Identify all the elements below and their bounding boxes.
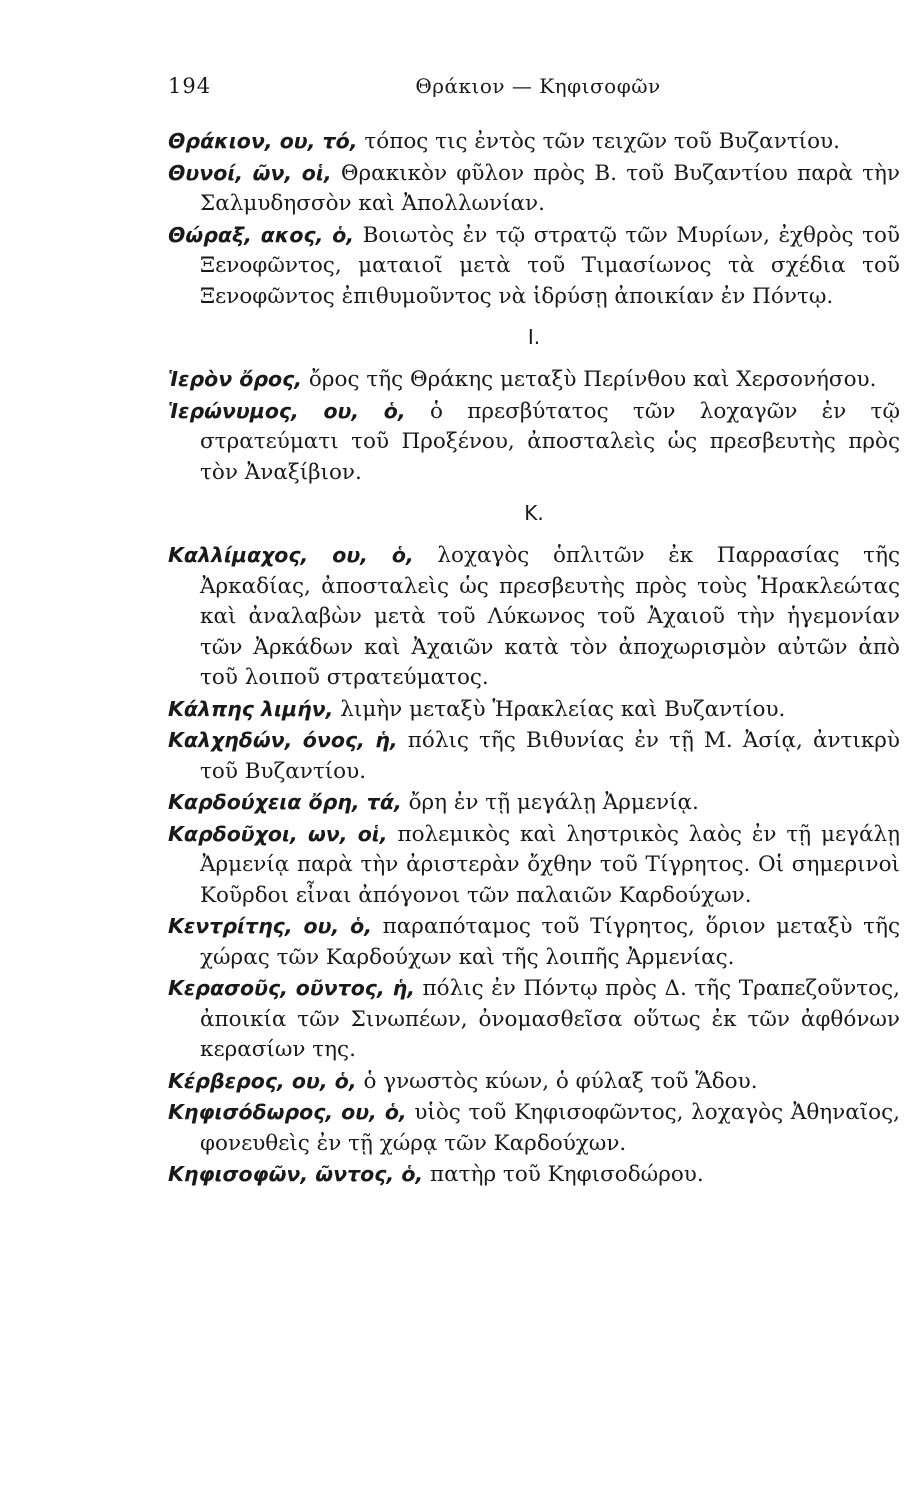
entry-definition: τόπος τις ἐντὸς τῶν τειχῶν τοῦ Βυζαντίου. [357,129,840,154]
entry-headword: Θυνοί, ῶν, οἱ, [168,160,332,185]
section-theta [168,126,900,312]
glossary-entry [168,1097,900,1159]
entry-definition: ὄρος τῆς Θράκης μεταξὺ Περίνθου καὶ Χερσονήσου. [302,367,877,392]
entry-headword: Κηφισόδωρος, ου, ὁ, [168,1100,407,1124]
glossary-entry [168,126,900,158]
entry-definition: Θρακικὸν φῦλον πρὸς Β. τοῦ Βυζαντίου παρὰ τὴν Σαλμυδησσὸν καὶ Ἀπολλωνίαν. [200,160,900,216]
entry-definition: πόλις τῆς Βιθυνίας ἐν τῇ Μ. Ἀσίᾳ, ἀντικρὺ τοῦ Βυζαντίου. [200,728,901,784]
entry-definition: πόλις ἐν Πόντῳ πρὸς Δ. τῆς Τραπεζοῦντος, ἀποικία τῶν Σινωπέων, ὀνομασθεῖσα οὕτως ἐκ τῶν ἀφθόνων κερασίων της. [200,976,900,1062]
glossary-entry [168,819,900,912]
section-letter-kappa: K. [524,501,544,525]
glossary-entry [168,540,900,694]
entry-headword: Κεντρίτης, ου, ὁ, [168,914,373,938]
entry-headword: Ἱερὸν ὄρος, [168,367,303,391]
entry-definition: παραπόταμος τοῦ Τίγρητος, ὅριον μεταξὺ τῆς χώρας τῶν Καρδούχων καὶ τῆς λοιπῆς Ἀρμενίας. [200,914,901,970]
entry-definition: πολεμικὸς καὶ ληστρικὸς λαὸς ἐν τῇ μεγάλῃ Ἀρμενίᾳ παρὰ τὴν ἀριστερὰν ὄχθην τοῦ Τίγρητος. Οἱ σημερινοὶ Κοῦρδοι εἶναι ἀπόγονοι τῶν παλαιῶν Καρδούχων. [200,821,900,908]
entry-headword: Καρδούχεια ὄρη, τά, [168,790,402,814]
entry-headword: Ἱερώνυμος, ου, ὁ, [168,398,406,423]
entry-definition: λοχαγὸς ὁπλιτῶν ἐκ Παρρασίας τῆς Ἀρκαδίας, ἀποσταλεὶς ὡς πρεσβευτὴς πρὸς τοὺς Ἡρακλεώτας καὶ ἀναλαβὼν μετὰ τοῦ Λύκωνος τοῦ Ἀχαιοῦ τὴν ἡγεμονίαν τῶν Ἀρκάδων καὶ Ἀχαιῶν κατὰ τὸν ἀποχωρισμὸν αὐτῶν ἀπὸ τοῦ λοιποῦ στρατεύματος. [200,543,900,690]
glossary-entry [168,787,900,819]
entry-headword: Καλλίμαχος, ου, ὁ, [168,543,414,567]
glossary-entry [168,725,900,787]
entry-definition: ὁ γνωστὸς κύων, ὁ φύλαξ τοῦ Ἅδου. [356,1068,758,1094]
entry-headword: Κηφισοφῶν, ῶντος, ὁ, [168,1162,424,1186]
running-head: Θράκιον — Κηφισοφῶν [415,74,661,98]
entry-headword: Καρδοῦχοι, ων, οἱ, [168,821,388,846]
entry-definition: πατὴρ τοῦ Κηφισοδώρου. [423,1162,704,1187]
entry-definition: υἱὸς τοῦ Κηφισοφῶντος, λοχαγὸς Ἀθηναῖος, φονευθεὶς ἐν τῇ χώρᾳ τῶν Καρδούχων. [200,1100,900,1156]
entry-headword: Κέρβερος, ου, ὁ, [168,1068,357,1093]
glossary-entry [168,911,900,973]
glossary-entry [168,973,900,1066]
entry-headword: Καλχηδών, όνος, ἡ, [168,728,398,752]
page-header [168,74,888,106]
section-iota [168,364,900,488]
section-kappa [168,540,900,1191]
glossary-entry [168,396,900,489]
entry-headword: Κάλπης λιμήν, [168,696,334,721]
glossary-entry [168,1159,900,1191]
section-letter-iota: I. [527,325,541,349]
glossary-content [168,126,900,1191]
glossary-entry [168,1066,900,1098]
glossary-entry [168,364,900,396]
entry-definition: Βοιωτὸς ἐν τῷ στρατῷ τῶν Μυρίων, ἐχθρὸς τοῦ Ξενοφῶντος, ματαιοῖ μετὰ τοῦ Τιμασίωνος τὰ σχέδια τοῦ Ξενοφῶντος ἐπιθυμοῦντος νὰ ἱδρύσῃ ἀποικίαν ἐν Πόντῳ. [200,222,901,309]
page-number: 194 [168,74,212,98]
glossary-entry [168,158,900,220]
entry-headword: Θράκιον, ου, τό, [168,129,358,153]
entry-definition: ὁ πρεσβύτατος τῶν λοχαγῶν ἐν τῷ στρατεύματι τοῦ Προξένου, ἀποσταλεὶς ὡς πρεσβευτὴς πρὸς τὸν Ἀναξίβιον. [200,398,900,485]
entry-definition: ὄρη ἐν τῇ μεγάλῃ Ἀρμενίᾳ. [401,790,699,815]
entry-headword: Κερασοῦς, οῦντος, ἡ, [168,976,415,1000]
glossary-entry [168,694,900,726]
glossary-entry [168,220,900,313]
entry-headword: Θώραξ, ακος, ὁ, [168,222,355,247]
entry-definition: λιμὴν μεταξὺ Ἡρακλείας καὶ Βυζαντίου. [333,696,786,722]
